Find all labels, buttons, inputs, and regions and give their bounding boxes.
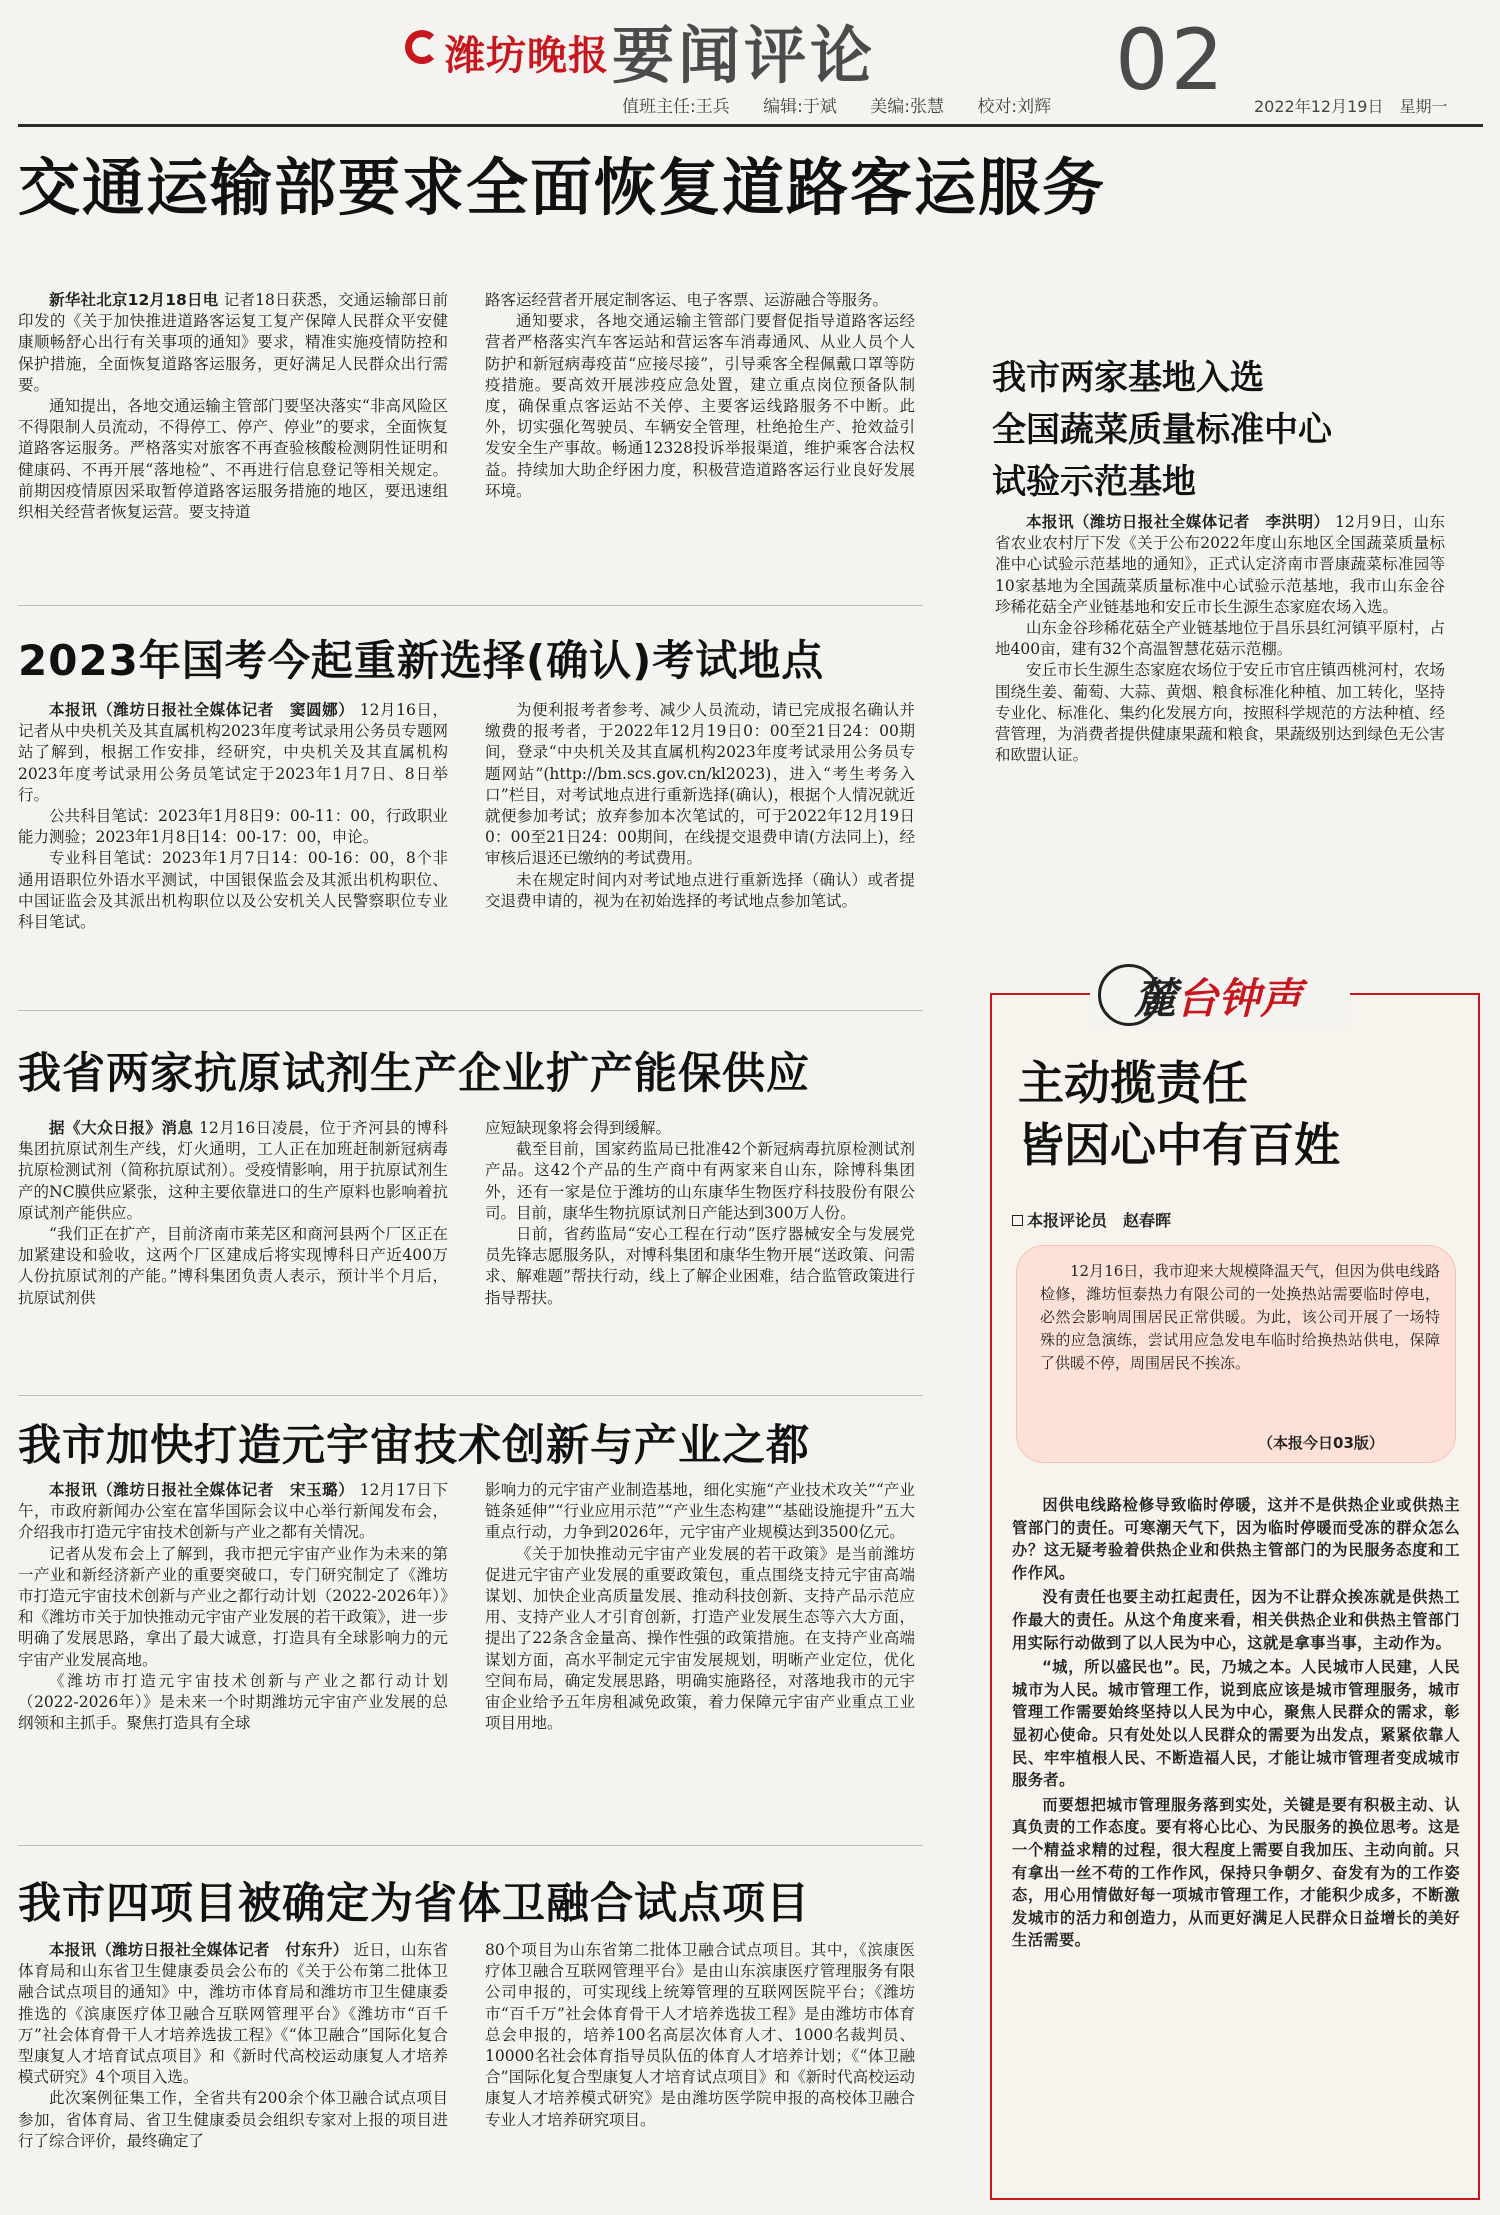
article-3-col-2: 应短缺现象将会得到缓解。 截至目前，国家药监局已批准42个新冠病毒抗原检测试剂产品。这42个产品的生产商中有两家来自山东，除博科集团外，还有一家是位于潍坊的山东康华生物医疗科技股份有限公司。目前，康华生物抗原试剂日产能达到300万人份。 日前，省药监局“安心工程在行动”医疗器械安全与发展党员先锋志愿服务队，对博科集团和康华生物开展“送政策、问需求、解难题”帮扶行动，线上了解企业困难，结合监管政策进行指导帮扶。: [485, 1119, 915, 1307]
column-para-1: 因供电线路检修导致临时停暖，这并不是供热企业或供热主管部门的责任。可寒潮天气下，因为临时停暖而受冻的群众怎么办？这无疑考验着供热企业和供热主管部门的为民服务态度和工作作风。: [1012, 1496, 1460, 1582]
article-2-dateline: 本报讯（潍坊日报社全媒体记者 窦圆娜）: [49, 701, 355, 719]
byline-square-icon: [1012, 1215, 1023, 1226]
column-headline[interactable]: 主动揽责任 皆因心中有百姓: [1018, 1056, 1340, 1172]
article-2-col-1: 本报讯（潍坊日报社全媒体记者 窦圆娜） 12月16日，记者从中央机关及其直属机构2023年度考试录用公务员专题网站了解到，根据工作安排，经研究，中央机关及其直属机构2023年度考试录用公务员笔试定于2023年1月7日、8日举行。 公共科目笔试：2023年1月8日9：00-11：00，行政职业能力测验；2023年1月8日14：00-17：00，申论。 专业科目笔试：2023年1月7日14：00-16：00，8个非通用语职位外语水平测试，中国银保监会及其派出机构职位、中国证监会及其派出机构职位以及公安机关人民警察职位专业科目笔试。: [18, 701, 448, 932]
column-summary-source: （本报今日03版）: [1258, 1434, 1384, 1452]
article-5-col-1: 本报讯（潍坊日报社全媒体记者 付东升） 近日，山东省体育局和山东省卫生健康委员会公布的《关于公布第二批体卫融合试点项目的通知》中，潍坊市体育局和潍坊市卫生健康委推选的《滨康医疗体卫融合互联网管理平台》《潍坊市“百千万”社会体育骨干人才培养选拔工程》《“体卫融合”国际化复合型康复人才培育试点项目》和《新时代高校运动康复人才培养模式研究》4个项目入选。 此次案例征集工作，全省共有200余个体卫融合试点项目参加，省体育局、省卫生健康委员会组织专家对上报的项目进行了综合评价，最终确定了: [18, 1941, 448, 2150]
article-3-headline[interactable]: 我省两家抗原试剂生产企业扩产能保供应: [18, 1049, 810, 1099]
staff-line: [622, 92, 1071, 117]
staff-designer: 美编:张慧: [870, 97, 945, 117]
side-article-headline[interactable]: 我市两家基地入选 全国蔬菜质量标准中心 试验示范基地: [992, 358, 1332, 502]
logo-text: 潍坊晚报: [445, 32, 609, 79]
side-article-body: 本报讯（潍坊日报社全媒体记者 李洪明） 12月9日，山东省农业农村厅下发《关于公布2022年度山东地区全国蔬菜质量标准中心试验示范基地的通知》，正式认定济南市晋康蔬菜标准园等10家基地为全国蔬菜质量标准中心试验示范基地，我市山东金谷珍稀花菇全产业链基地和安丘市长生源生态家庭农场入选。 山东金谷珍稀花菇全产业链基地位于昌乐县红河镇平原村，占地400亩，建有32个高温智慧花菇示范棚。 安丘市长生源生态家庭农场位于安丘市官庄镇西桃河村，农场围绕生姜、葡萄、大蒜、黄烟、粮食标准化种植、加工转化，坚持专业化、标准化、集约化发展方向，按照科学规范的方法种植、经营管理，为消费者提供健康果蔬和粮食，果蔬级别达到绿色无公害和欧盟认证。: [995, 513, 1445, 765]
staff-editor: 编辑:于斌: [763, 97, 837, 117]
article-4-dateline: 本报讯（潍坊日报社全媒体记者 宋玉璐）: [49, 1481, 355, 1499]
staff-proofreader: 校对:刘辉: [977, 97, 1052, 117]
issue-date: 2022年12月19日 星期一: [1254, 97, 1448, 116]
article-5-dateline: 本报讯（潍坊日报社全媒体记者 付东升）: [49, 1941, 349, 1959]
newspaper-logo: [395, 18, 610, 79]
logo-swirl-icon: [405, 30, 439, 64]
separator: [18, 605, 923, 606]
separator: [18, 1010, 923, 1011]
article-1-col-2: 路客运经营者开展定制客运、电子客票、运游融合等服务。 通知要求，各地交通运输主管部门要督促指导道路客运经营者严格落实汽车客运站和营运客车消毒通风、从业人员个人防护和新冠病毒疫苗“应接尽接”，引导乘客全程佩戴口罩等防疫措施。要高效开展涉疫应急处置，建立重点岗位预备队制度，确保重点客运站不关停、主要客运线路服务不中断。此外，切实强化驾驶员、车辆安全管理，杜绝抢生产、抢效益引发安全生产事故。畅通12328投诉举报渠道，维护乘客合法权益。持续加大助企纾困力度，积极营造道路客运行业良好发展环境。: [485, 291, 915, 500]
article-1-headline[interactable]: 交通运输部要求全面恢复道路客运服务: [18, 151, 1107, 224]
column-para-3: “城，所以盛民也”。民，乃城之本。人民城市人民建，人民城市为人民。城市管理工作，说到底应该是城市管理服务，城市管理工作需要始终坚持以人民为中心，聚焦人民群众的需求，彰显初心使命。只有处处以人民群众的需要为出发点，紧紧依靠人民、牢牢植根人民、不断造福人民，才能让城市管理者变成城市服务者。: [1012, 1658, 1460, 1790]
article-4-col-1: 本报讯（潍坊日报社全媒体记者 宋玉璐） 12月17日下午，市政府新闻办公室在富华国际会议中心举行新闻发布会，介绍我市打造元宇宙技术创新与产业之都有关情况。 记者从发布会上了解到，我市把元宇宙产业作为未来的第一产业和新经济新产业的重要突破口，专门研究制定了《潍坊市打造元宇宙技术创新与产业之都行动计划（2022-2026年）》和《潍坊市关于加快推动元宇宙产业发展的若干政策》，进一步明确了发展思路，拿出了最大诚意，打造具有全球影响力的元宇宙产业发展高地。 《潍坊市打造元宇宙技术创新与产业之都行动计划（2022-2026年）》是未来一个时期潍坊元宇宙产业发展的总纲领和主抓手。聚焦打造具有全球: [18, 1481, 448, 1733]
column-body: [1012, 1494, 1460, 1954]
column-summary-text: 12月16日，我市迎来大规模降温天气，但因为供电线路检修，潍坊恒泰热力有限公司的一处换热站需要临时停电，必然会影响周围居民正常供暖。为此，该公司开展了一场特殊的应急演练，尝试用应急发电车临时给换热站供电，保障了供暖不停，周围居民不挨冻。: [1040, 1262, 1440, 1372]
article-5-headline[interactable]: 我市四项目被确定为省体卫融合试点项目: [18, 1879, 810, 1929]
article-4-col-2: 影响力的元宇宙产业制造基地，细化实施“产业技术攻关”“产业链条延伸”“行业应用示范”“产业生态构建”“基础设施提升”五大重点行动，力争到2026年，元宇宙产业规模达到3500亿元。 《关于加快推动元宇宙产业发展的若干政策》是当前潍坊促进元宇宙产业发展的重要政策包，重点围绕支持元宇宙高端谋划、加快企业高质量发展、推动科技创新、支持产品示范应用、支持产业人才引育创新，打造产业发展生态等六大方面，提出了22条含金量高、操作性强的政策措施。在支持产业高端谋划方面，高水平制定元宇宙发展规划，明晰产业定位，优化空间布局，确定发展思路，明确实施路径，对落地我市的元宇宙企业给予五年房租减免政策，着力保障元宇宙产业重点工业项目用地。: [485, 1481, 915, 1733]
separator: [18, 1845, 923, 1846]
article-4-headline[interactable]: 我市加快打造元宇宙技术创新与产业之都: [18, 1421, 810, 1471]
column-byline: 本报评论员 赵春晖: [1012, 1208, 1171, 1231]
column-logo: [1090, 958, 1350, 1028]
article-1-col-1: 新华社北京12月18日电 记者18日获悉，交通运输部日前印发的《关于加快推进道路客运复工复产保障人民群众平安健康顺畅舒心出行有关事项的通知》要求，精准实施疫情防控和保护措施，全面恢复道路客运服务，更好满足人民群众出行需要。 通知提出，各地交通运输主管部门要坚决落实“非高风险区不得限制人员流动，不得停工、停产、停业”的要求，全面恢复道路客运服务。严格落实对旅客不再查验核酸检测阴性证明和健康码、不再开展“落地检”、不再进行信息登记等相关规定。前期因疫情原因采取暂停道路客运服务措施的地区，要迅速组织相关经营者恢复运营。要支持道: [18, 290, 448, 590]
staff-duty-editor: 值班主任:王兵: [622, 97, 730, 117]
separator: [18, 1395, 923, 1396]
section-title: 要闻评论: [612, 19, 877, 92]
article-2-headline[interactable]: 2023年国考今起重新选择(确认)考试地点: [18, 636, 825, 685]
side-article-dateline: 本报讯（潍坊日报社全媒体记者 李洪明）: [1026, 513, 1330, 531]
article-3-dateline: 据《大众日报》消息: [49, 1119, 194, 1137]
column-logo-text: 麓台钟声: [1134, 974, 1303, 1023]
article-1-dateline: 新华社北京12月18日电: [49, 291, 219, 309]
article-3-col-1: 据《大众日报》消息 12月16日凌晨，位于齐河县的博科集团抗原试剂生产线，灯火通明，工人正在加班赶制新冠病毒抗原检测试剂（简称抗原试剂）。受疫情影响，用于抗原试剂生产的NC膜供应紧张，这种主要依靠进口的生产原料也影响着抗原试剂产能供应。 “我们正在扩产，目前济南市莱芜区和商河县两个厂区正在加紧建设和验收，这两个厂区建成后将实现博科日产近400万人份抗原试剂的产能。”博科集团负责人表示，预计半个月后，抗原试剂供: [18, 1119, 448, 1307]
article-5-col-2: 80个项目为山东省第二批体卫融合试点项目。其中，《滨康医疗体卫融合互联网管理平台》是由山东滨康医疗管理服务有限公司申报的，可实现线上统筹管理的互联网医院平台；《潍坊市“百千万”社会体育骨干人才培养选拔工程》是由潍坊市体育总会申报的，培养100名高层次体育人才、1000名裁判员、10000名社会体育指导员队伍的体育人才培养计划；《“体卫融合”国际化复合型康复人才培育试点项目》和《新时代高校运动康复人才培养模式研究》是由潍坊医学院申报的高校体卫融合专业人才培养研究项目。: [485, 1941, 915, 2129]
column-para-4: 而要想把城市管理服务落到实处，关键是要有积极主动、认真负责的工作态度。要有将心比心、为民服务的换位思考。这是一个精益求精的过程，很大程度上需要自我加压、主动向前。只有拿出一丝不苟的工作作风，保持只争朝夕、奋发有为的工作姿态，用心用情做好每一项城市管理工作，才能积少成多，不断激发城市的活力和创造力，从而更好满足人民群众日益增长的美好生活需要。: [1012, 1795, 1460, 1950]
page-number: 02: [1115, 11, 1226, 109]
masthead: [0, 0, 1500, 130]
article-2-col-2: 为便利报考者参考、减少人员流动，请已完成报名确认并缴费的报考者，于2022年12月19日0：00至21日24：00期间，登录“中央机关及其直属机构2023年度考试录用公务员专题网站”(http://bm.scs.gov.cn/kl2023)，进入“考生考务入口”栏目，对考试地点进行重新选择(确认)，根据个人情况就近就便参加考试；放弃参加本次笔试的，可于2022年12月19日0：00至21日24：00期间，在线提交退费申请(方法同上)，经审核后退还已缴纳的考试费用。 未在规定时间内对考试地点进行重新选择（确认）或者提交退费申请的，视为在初始选择的考试地点参加笔试。: [485, 701, 915, 910]
article-1-para: 通知提出，各地交通运输主管部门要坚决落实“非高风险区不得限制人员流动，不得停工、停产、停业”的要求，全面恢复道路客运服务。严格落实对旅客不再查验核酸检测阴性证明和健康码、不再开展“落地检”、不再进行信息登记等相关规定。前期因疫情原因采取暂停道路客运服务措施的地区，要迅速组织相关经营者恢复运营。要支持道: [18, 397, 448, 522]
column-para-2: 没有责任也要主动扛起责任，因为不让群众挨冻就是供热工作最大的责任。从这个角度来看，相关供热企业和供热主管部门用实际行动做到了以人民为中心，这就是拿事当事，主动作为。: [1012, 1588, 1460, 1652]
masthead-rule: [18, 124, 1483, 127]
